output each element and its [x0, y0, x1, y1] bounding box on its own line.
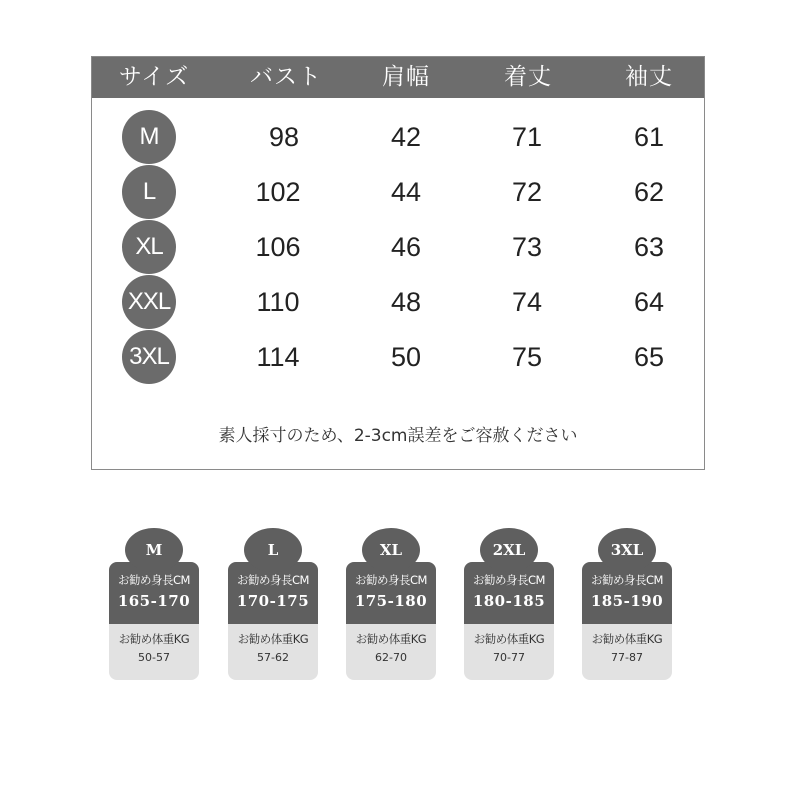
card-size-tab [125, 528, 183, 572]
card-height-range: 165-170 [117, 592, 191, 610]
card-height-range: 185-190 [590, 592, 664, 610]
length-cell: 73 [511, 232, 543, 262]
card-weight-label: お勧め体重KG [237, 632, 309, 646]
size-circle: XL [122, 220, 176, 274]
sleeve-cell: 65 [633, 342, 665, 372]
size-card [464, 528, 554, 680]
table-header [92, 57, 704, 98]
size-table [91, 56, 705, 470]
header-length: 着丈 [504, 64, 552, 90]
shoulder-cell: 46 [390, 232, 422, 262]
table-row [92, 330, 704, 386]
size-card [228, 528, 318, 680]
card-weight-panel [346, 624, 436, 680]
size-circle: L [122, 165, 176, 219]
card-size-label: L [267, 541, 279, 559]
card-height-label: お勧め身長CM [473, 573, 545, 587]
length-cell: 72 [511, 177, 543, 207]
card-weight-panel [109, 624, 199, 680]
card-size-tab [362, 528, 420, 572]
table-row [92, 165, 704, 221]
size-circle: 3XL [122, 330, 176, 384]
sleeve-cell: 63 [633, 232, 665, 262]
length-cell: 74 [511, 287, 543, 317]
card-size-label: XL [379, 541, 403, 559]
header-bust: バスト [250, 64, 322, 90]
card-size-label: 2XL [492, 541, 526, 559]
size-card [582, 528, 672, 680]
table-row [92, 220, 704, 276]
card-height-label: お勧め身長CM [118, 573, 190, 587]
card-size-tab [480, 528, 538, 572]
card-height-label: お勧め身長CM [237, 573, 309, 587]
length-cell: 75 [511, 342, 543, 372]
card-weight-range: 50-57 [138, 651, 170, 664]
card-height-label: お勧め身長CM [355, 573, 427, 587]
card-height-range: 180-185 [472, 592, 546, 610]
card-weight-panel [582, 624, 672, 680]
sleeve-cell: 61 [633, 122, 665, 152]
sleeve-cell: 64 [633, 287, 665, 317]
table-row [92, 275, 704, 331]
card-height-range: 175-180 [354, 592, 428, 610]
bust-cell: 98 [268, 122, 300, 152]
card-size-label: M [145, 541, 163, 559]
sleeve-cell: 62 [633, 177, 665, 207]
header-size: サイズ [118, 64, 190, 90]
card-height-label: お勧め身長CM [591, 573, 663, 587]
header-shoulder: 肩幅 [382, 64, 430, 90]
shoulder-cell: 48 [390, 287, 422, 317]
size-card [346, 528, 436, 680]
card-weight-range: 57-62 [257, 651, 289, 664]
header-sleeve: 袖丈 [625, 64, 673, 90]
card-size-tab [244, 528, 302, 572]
measurement-note: 素人採寸のため、2-3cm誤差をご容赦ください [218, 426, 578, 446]
bust-cell: 114 [256, 342, 300, 372]
size-card [109, 528, 199, 680]
bust-cell: 102 [255, 177, 301, 207]
shoulder-cell: 44 [390, 177, 422, 207]
shoulder-cell: 42 [390, 122, 422, 152]
card-height-range: 170-175 [236, 592, 310, 610]
card-weight-label: お勧め体重KG [355, 632, 427, 646]
card-weight-panel [228, 624, 318, 680]
length-cell: 71 [511, 122, 543, 152]
card-weight-range: 70-77 [493, 651, 525, 664]
table-row [92, 110, 704, 166]
card-size-tab [598, 528, 656, 572]
card-weight-label: お勧め体重KG [473, 632, 545, 646]
card-size-label: 3XL [610, 541, 644, 559]
shoulder-cell: 50 [390, 342, 422, 372]
card-weight-range: 62-70 [375, 651, 407, 664]
bust-cell: 110 [256, 287, 300, 317]
size-circle: M [122, 110, 176, 164]
card-weight-panel [464, 624, 554, 680]
card-weight-range: 77-87 [611, 651, 643, 664]
bust-cell: 106 [255, 232, 301, 262]
card-weight-label: お勧め体重KG [118, 632, 190, 646]
size-circle: XXL [122, 275, 176, 329]
card-weight-label: お勧め体重KG [591, 632, 663, 646]
